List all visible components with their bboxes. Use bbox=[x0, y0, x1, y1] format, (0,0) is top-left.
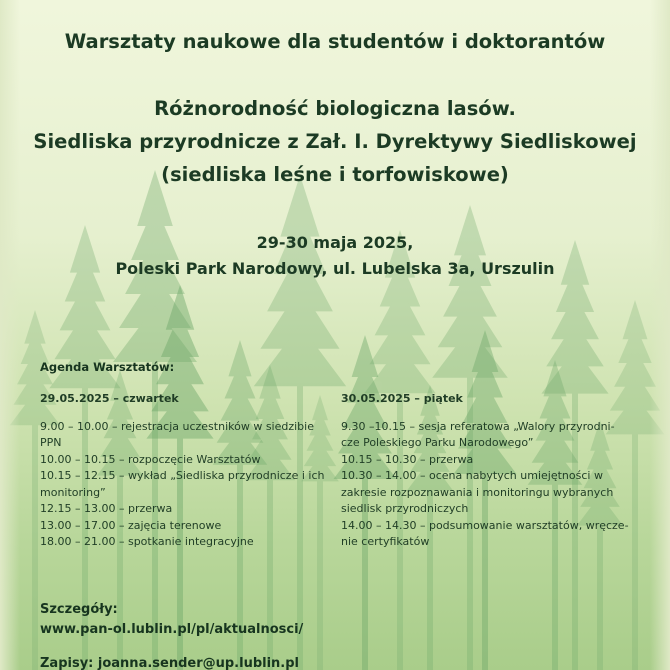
signup-email[interactable]: Zapisy: joanna.sender@up.lublin.pl bbox=[40, 656, 300, 670]
agenda-item: 10.15 – 12.15 – wykład „Siedliska przyrodnicze i ich monitoring” bbox=[40, 469, 325, 499]
event-date: 29-30 maja 2025, bbox=[256, 233, 414, 252]
day-2-heading: 30.05.2025 – piątek bbox=[341, 392, 463, 405]
event-location: Poleski Park Narodowy, ul. Lubelska 3a, Urszulin bbox=[115, 259, 555, 278]
agenda-item: 10.30 – 14.00 – ocena nabytych umiejętności w zakresie rozpoznawania i monitoringu wybranych siedlisk przyrodniczych bbox=[341, 469, 614, 515]
day-1-heading: 29.05.2025 – czwartek bbox=[40, 392, 179, 405]
agenda-item: 9.00 – 10.00 – rejestracja uczestników w siedzibie PPN bbox=[40, 419, 314, 449]
details-link[interactable]: www.pan-ol.lublin.pl/pl/aktualnosci/ bbox=[40, 622, 304, 637]
subtitle-line-1: Różnorodność biologiczna lasów. bbox=[154, 97, 516, 120]
poster-subtitle bbox=[0, 92, 670, 191]
agenda-item: 14.00 – 14.30 – podsumowanie warsztatów, wręcze-nie certyfikatów bbox=[341, 518, 629, 548]
agenda-item: 18.00 – 21.00 – spotkanie integracyjne bbox=[40, 535, 254, 548]
agenda-day-2 bbox=[341, 391, 631, 551]
agenda-item: 12.15 – 13.00 – przerwa bbox=[40, 502, 173, 515]
event-info bbox=[0, 230, 670, 282]
agenda-item: 10.00 – 10.15 – rozpoczęcie Warsztatów bbox=[40, 452, 261, 466]
agenda-item: 10.15 – 10.30 – przerwa bbox=[341, 452, 474, 466]
subtitle-line-3: (siedliska leśne i torfowiskowe) bbox=[161, 163, 509, 186]
details-label: Szczegóły: bbox=[40, 602, 118, 617]
agenda-item: 9.30 –10.15 – sesja referatowa „Walory przyrodni-cze Poleskiego Parku Narodowego” bbox=[341, 419, 615, 449]
agenda-label: Agenda Warsztatów: bbox=[40, 360, 175, 374]
subtitle-line-2: Siedliska przyrodnicze z Zał. I. Dyrektywy Siedliskowej bbox=[33, 130, 637, 153]
agenda-item: 13.00 – 17.00 – zajęcia terenowe bbox=[40, 518, 222, 532]
poster-title: Warsztaty naukowe dla studentów i doktorantów bbox=[64, 30, 606, 53]
agenda-day-1 bbox=[40, 391, 330, 551]
